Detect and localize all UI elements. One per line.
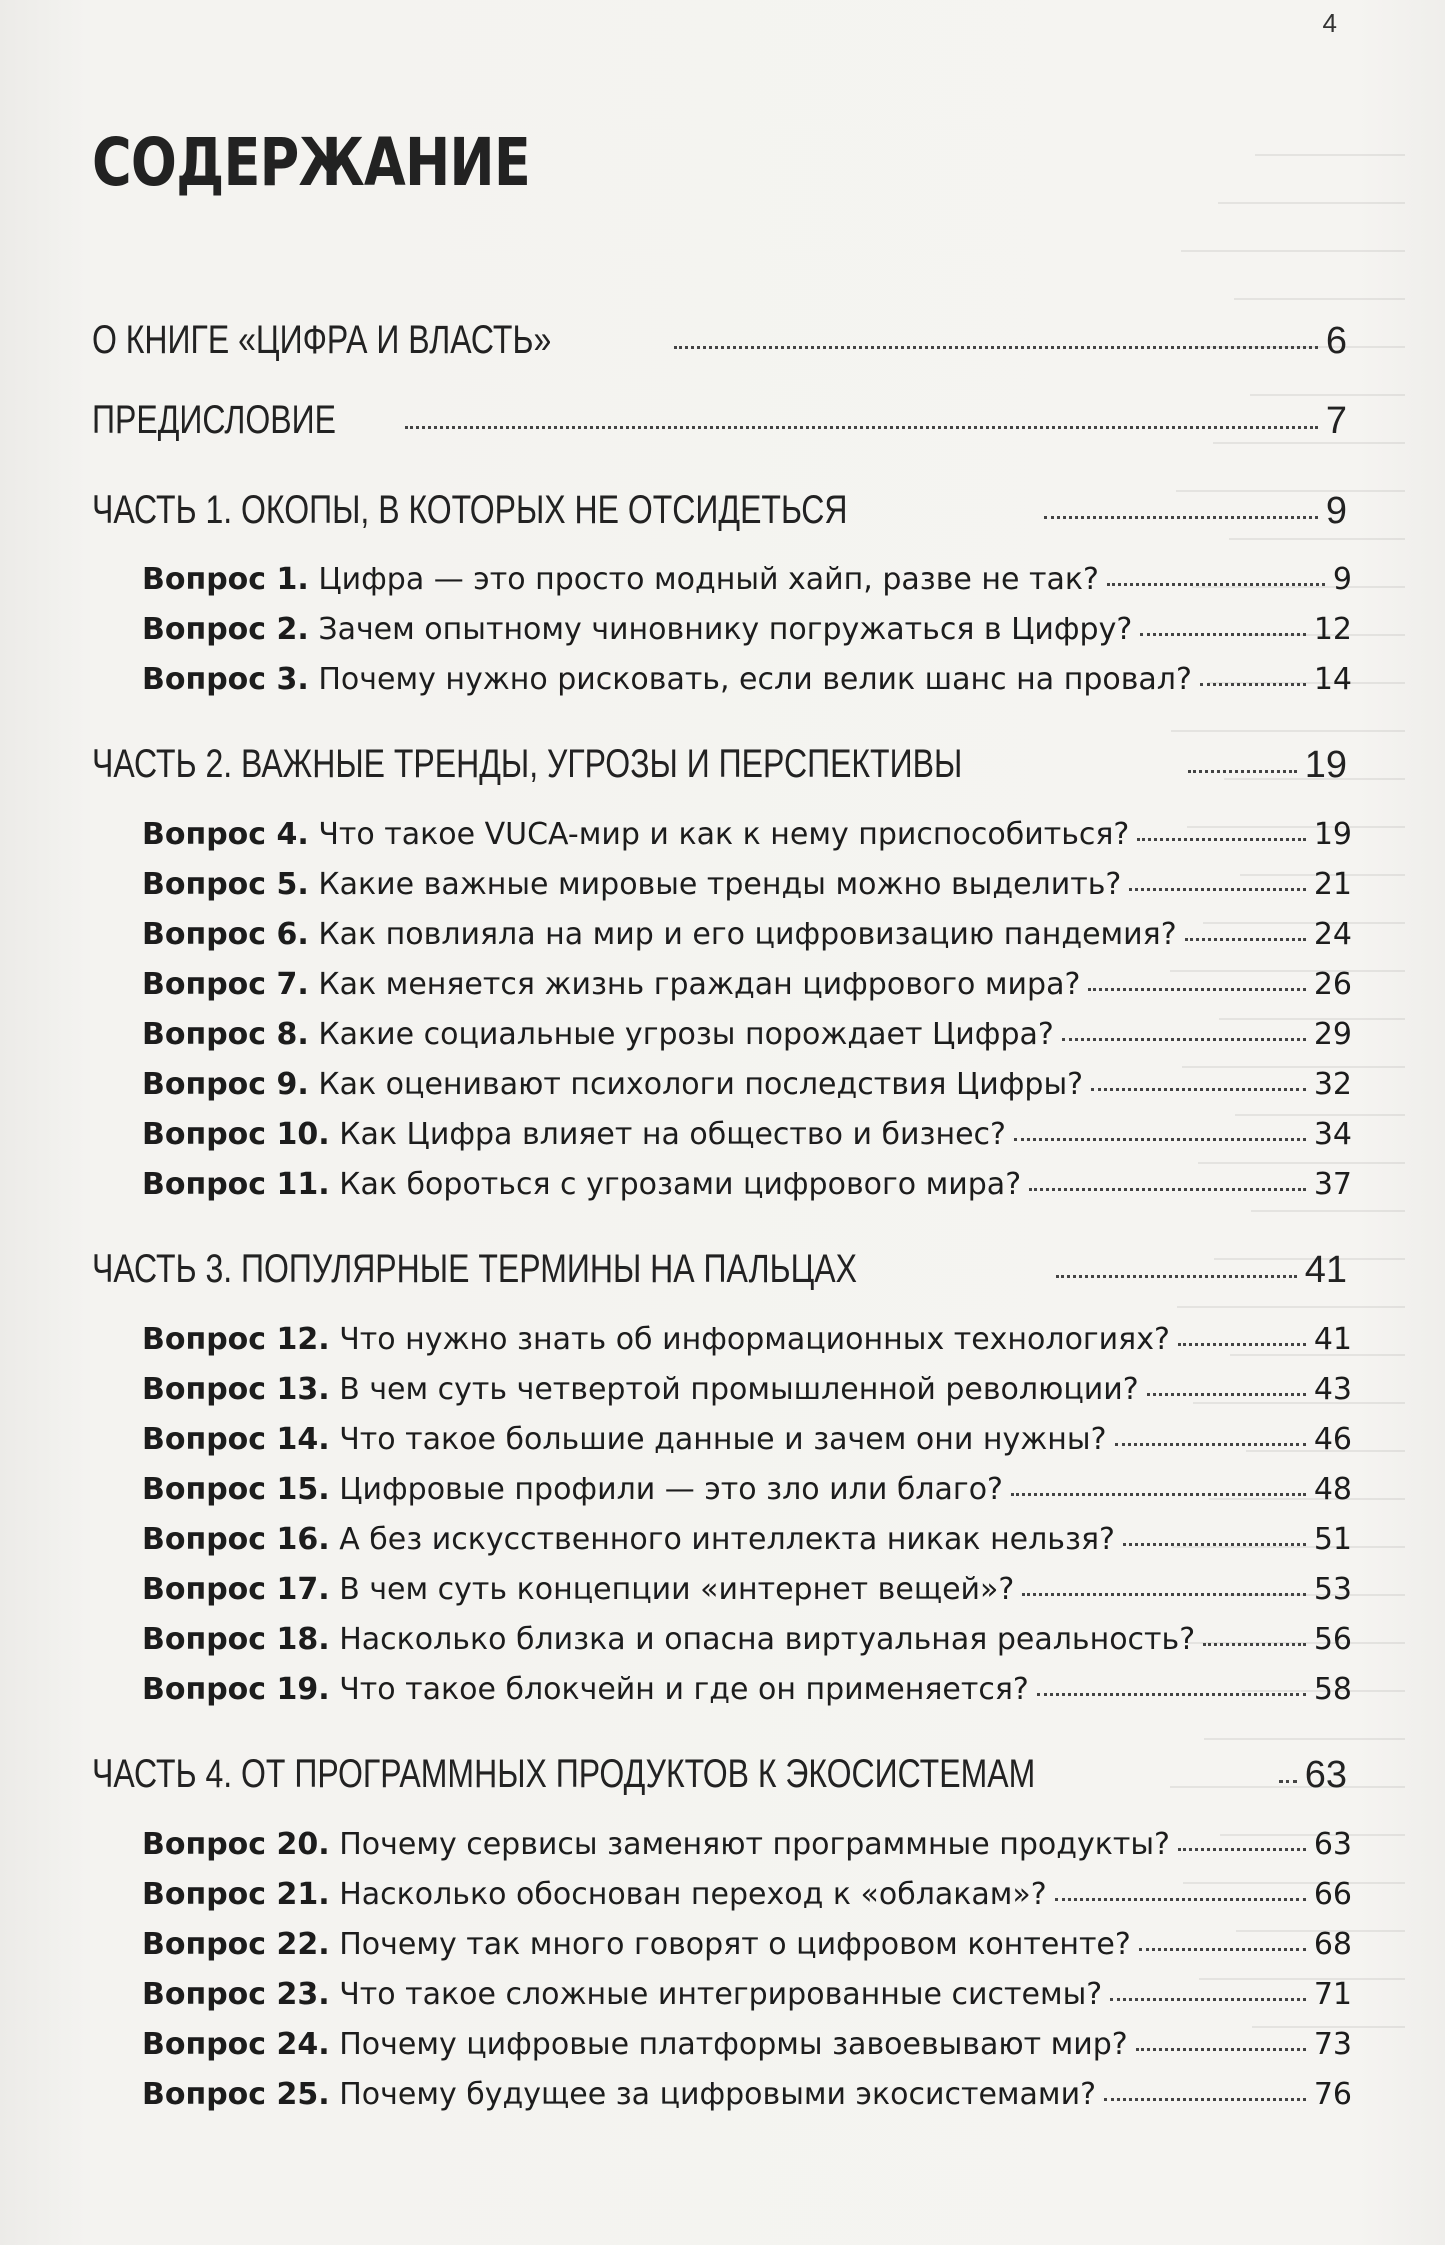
- page-ref: 51: [1313, 1522, 1352, 1557]
- question-text-wrap: [142, 1472, 1003, 1507]
- toc-question-row: [142, 1522, 1352, 1557]
- question-text-wrap: [142, 867, 1121, 902]
- dot-leader: [1055, 1886, 1306, 1901]
- question-text-wrap: [142, 1572, 1014, 1607]
- question-text: Что нужно знать об информационных технологиях?: [339, 1322, 1170, 1357]
- chapter-label-wrap: [92, 398, 397, 443]
- toc-question-row: [142, 662, 1352, 697]
- question-text: Что такое VUCA-мир и как к нему приспособиться?: [318, 817, 1130, 852]
- chapter-label: ЧАСТЬ 2. ВАЖНЫЕ ТРЕНДЫ, УГРОЗЫ И ПЕРСПЕКТИВЫ: [92, 742, 963, 786]
- page-ref: 14: [1313, 662, 1352, 697]
- question-text: Цифровые профили — это зло или благо?: [339, 1472, 1003, 1507]
- page-ref: 68: [1313, 1927, 1352, 1962]
- page-ref: 32: [1313, 1067, 1352, 1102]
- toc-question-row: [142, 562, 1352, 597]
- question-number: Вопрос 15.: [142, 1472, 330, 1507]
- toc-chapter-row: [92, 318, 1347, 363]
- dot-leader: [674, 330, 1318, 349]
- question-number: Вопрос 5.: [142, 867, 309, 902]
- chapter-label-wrap: [92, 1247, 1048, 1292]
- question-text-wrap: [142, 817, 1129, 852]
- question-text: Что такое большие данные и зачем они нужны?: [339, 1422, 1107, 1457]
- dot-leader: [1044, 500, 1318, 519]
- dot-leader: [1029, 1176, 1306, 1191]
- question-text: Цифра — это просто модный хайп, разве не так?: [318, 562, 1099, 597]
- toc-question-row: [142, 1877, 1352, 1912]
- question-text-wrap: [142, 1422, 1107, 1457]
- toc-question-row: [142, 1067, 1352, 1102]
- question-number: Вопрос 24.: [142, 2027, 330, 2062]
- question-text-wrap: [142, 1322, 1170, 1357]
- question-number: Вопрос 16.: [142, 1522, 330, 1557]
- page-ref: 76: [1313, 2077, 1352, 2112]
- dot-leader: [1107, 571, 1325, 586]
- dot-leader: [405, 410, 1318, 429]
- page-ref: 19: [1313, 817, 1352, 852]
- question-text: Почему так много говорят о цифровом контенте?: [339, 1927, 1131, 1962]
- toc-question-row: [142, 1322, 1352, 1357]
- dot-leader: [1147, 1381, 1306, 1396]
- question-text: Почему сервисы заменяют программные продукты?: [339, 1827, 1170, 1862]
- page-ref: 43: [1313, 1372, 1352, 1407]
- question-text: Какие социальные угрозы порождает Цифра?: [318, 1017, 1054, 1052]
- question-text: Зачем опытному чиновнику погружаться в Цифру?: [318, 612, 1133, 647]
- toc-question-row: [142, 2027, 1352, 2062]
- page-number: 4: [1322, 8, 1337, 38]
- question-text: Как Цифра влияет на общество и бизнес?: [339, 1117, 1006, 1152]
- question-text-wrap: [142, 1372, 1139, 1407]
- question-number: Вопрос 22.: [142, 1927, 330, 1962]
- page-ref: 12: [1313, 612, 1352, 647]
- toc-question-row: [142, 1372, 1352, 1407]
- dot-leader: [1014, 1126, 1306, 1141]
- question-text-wrap: [142, 1927, 1131, 1962]
- page-title: СОДЕРЖАНИЕ: [92, 124, 531, 201]
- question-text-wrap: [142, 917, 1177, 952]
- bleed-line: [1250, 370, 1405, 396]
- page-ref: 53: [1313, 1572, 1352, 1607]
- question-text-wrap: [142, 1827, 1170, 1862]
- chapter-label-wrap: [92, 742, 1180, 787]
- dot-leader: [1115, 1431, 1306, 1446]
- question-number: Вопрос 17.: [142, 1572, 330, 1607]
- question-text-wrap: [142, 2027, 1128, 2062]
- question-text: Что такое блокчейн и где он применяется?: [339, 1672, 1029, 1707]
- page-ref: 9: [1325, 490, 1347, 532]
- page-ref: 48: [1313, 1472, 1352, 1507]
- question-number: Вопрос 9.: [142, 1067, 309, 1102]
- question-text: Почему будущее за цифровыми экосистемами?: [339, 2077, 1096, 2112]
- page-ref: 9: [1332, 562, 1352, 597]
- toc-question-row: [142, 1977, 1352, 2012]
- dot-leader: [1022, 1581, 1306, 1596]
- toc-question-row: [142, 917, 1352, 952]
- question-number: Вопрос 11.: [142, 1167, 330, 1202]
- question-number: Вопрос 21.: [142, 1877, 330, 1912]
- question-text: Какие важные мировые тренды можно выделить?: [318, 867, 1122, 902]
- question-text-wrap: [142, 1877, 1047, 1912]
- question-number: Вопрос 18.: [142, 1622, 330, 1657]
- page-ref: 63: [1313, 1827, 1352, 1862]
- dot-leader: [1123, 1531, 1306, 1546]
- bleed-line: [1234, 274, 1405, 300]
- dot-leader: [1188, 754, 1297, 773]
- page-ref: 21: [1313, 867, 1352, 902]
- question-text: А без искусственного интеллекта никак нельзя?: [339, 1522, 1115, 1557]
- bleed-line: [1218, 178, 1405, 204]
- toc-question-row: [142, 612, 1352, 647]
- page-ref: 6: [1325, 320, 1347, 362]
- dot-leader: [1091, 1076, 1306, 1091]
- toc-question-row: [142, 1422, 1352, 1457]
- question-number: Вопрос 8.: [142, 1017, 309, 1052]
- question-text-wrap: [142, 1977, 1102, 2012]
- page-ref: 24: [1313, 917, 1352, 952]
- page-ref: 41: [1313, 1322, 1352, 1357]
- chapter-label: ЧАСТЬ 3. ПОПУЛЯРНЫЕ ТЕРМИНЫ НА ПАЛЬЦАХ: [92, 1247, 857, 1291]
- question-text: Как повлияла на мир и его цифровизацию пандемия?: [318, 917, 1177, 952]
- question-text-wrap: [142, 1067, 1083, 1102]
- dot-leader: [1200, 671, 1306, 686]
- page-ref: 26: [1313, 967, 1352, 1002]
- question-number: Вопрос 6.: [142, 917, 309, 952]
- toc-question-row: [142, 1167, 1352, 1202]
- question-number: Вопрос 4.: [142, 817, 309, 852]
- page-ref: 41: [1304, 1249, 1347, 1291]
- toc-question-row: [142, 1572, 1352, 1607]
- toc-chapter-row: [92, 742, 1347, 787]
- question-number: Вопрос 1.: [142, 562, 309, 597]
- question-number: Вопрос 3.: [142, 662, 309, 697]
- question-text: Как бороться с угрозами цифрового мира?: [339, 1167, 1022, 1202]
- dot-leader: [1279, 1764, 1297, 1783]
- toc-question-row: [142, 1017, 1352, 1052]
- toc-question-row: [142, 1622, 1352, 1657]
- question-number: Вопрос 25.: [142, 2077, 330, 2112]
- toc-question-row: [142, 2077, 1352, 2112]
- question-number: Вопрос 20.: [142, 1827, 330, 1862]
- chapter-label: ЧАСТЬ 1. ОКОПЫ, В КОТОРЫХ НЕ ОТСИДЕТЬСЯ: [92, 488, 848, 532]
- dot-leader: [1203, 1631, 1306, 1646]
- toc-chapter-row: [92, 1752, 1347, 1797]
- page-ref: 29: [1313, 1017, 1352, 1052]
- dot-leader: [1178, 1836, 1306, 1851]
- question-text: Почему нужно рисковать, если велик шанс на провал?: [318, 662, 1192, 697]
- page-ref: 63: [1304, 1754, 1347, 1796]
- page-ref: 34: [1313, 1117, 1352, 1152]
- question-text: Как оценивают психологи последствия Цифры?: [318, 1067, 1084, 1102]
- dot-leader: [1056, 1259, 1297, 1278]
- toc-question-row: [142, 867, 1352, 902]
- question-number: Вопрос 12.: [142, 1322, 330, 1357]
- question-text: Что такое сложные интегрированные системы?: [339, 1977, 1103, 2012]
- question-number: Вопрос 10.: [142, 1117, 330, 1152]
- toc-question-row: [142, 1117, 1352, 1152]
- dot-leader: [1037, 1681, 1306, 1696]
- chapter-label: ЧАСТЬ 4. ОТ ПРОГРАММНЫХ ПРОДУКТОВ К ЭКОСИСТЕМАМ: [92, 1752, 1036, 1796]
- dot-leader: [1104, 2086, 1306, 2101]
- dot-leader: [1178, 1331, 1306, 1346]
- dot-leader: [1110, 1986, 1306, 2001]
- question-number: Вопрос 19.: [142, 1672, 330, 1707]
- toc-question-row: [142, 967, 1352, 1002]
- toc-chapter-row: [92, 488, 1347, 533]
- dot-leader: [1139, 1936, 1306, 1951]
- question-text: В чем суть концепции «интернет вещей»?: [339, 1572, 1015, 1607]
- question-text-wrap: [142, 967, 1080, 1002]
- toc-chapter-row: [92, 1247, 1347, 1292]
- toc-question-row: [142, 1672, 1352, 1707]
- question-text: Как меняется жизнь граждан цифрового мира?: [318, 967, 1081, 1002]
- dot-leader: [1185, 926, 1306, 941]
- question-text-wrap: [142, 1522, 1115, 1557]
- toc-question-row: [142, 1472, 1352, 1507]
- question-number: Вопрос 23.: [142, 1977, 330, 2012]
- dot-leader: [1129, 876, 1306, 891]
- dot-leader: [1062, 1026, 1306, 1041]
- dot-leader: [1011, 1481, 1306, 1496]
- bleed-line: [1171, 706, 1405, 732]
- question-text-wrap: [142, 612, 1132, 647]
- chapter-label: О КНИГЕ «ЦИФРА И ВЛАСТЬ»: [92, 318, 552, 362]
- question-text-wrap: [142, 1117, 1006, 1152]
- toc-chapter-row: [92, 398, 1347, 443]
- chapter-label-wrap: [92, 488, 1036, 533]
- question-number: Вопрос 7.: [142, 967, 309, 1002]
- page-ref: 46: [1313, 1422, 1352, 1457]
- page-ref: 19: [1304, 744, 1347, 786]
- question-text-wrap: [142, 662, 1192, 697]
- question-text: Насколько близка и опасна виртуальная реальность?: [339, 1622, 1196, 1657]
- page-ref: 66: [1313, 1877, 1352, 1912]
- chapter-label-wrap: [92, 1752, 1271, 1797]
- question-number: Вопрос 14.: [142, 1422, 330, 1457]
- page-ref: 37: [1313, 1167, 1352, 1202]
- question-text-wrap: [142, 1167, 1021, 1202]
- question-text-wrap: [142, 2077, 1096, 2112]
- page-ref: 56: [1313, 1622, 1352, 1657]
- chapter-label-wrap: [92, 318, 666, 363]
- question-text-wrap: [142, 562, 1099, 597]
- bleed-line: [1255, 130, 1405, 156]
- question-text-wrap: [142, 1622, 1195, 1657]
- question-number: Вопрос 2.: [142, 612, 309, 647]
- question-text: Почему цифровые платформы завоевывают мир?: [339, 2027, 1128, 2062]
- toc-question-row: [142, 1927, 1352, 1962]
- page-ref: 73: [1313, 2027, 1352, 2062]
- dot-leader: [1136, 2036, 1306, 2051]
- question-text-wrap: [142, 1017, 1054, 1052]
- question-number: Вопрос 13.: [142, 1372, 330, 1407]
- question-text: В чем суть четвертой промышленной революции?: [339, 1372, 1139, 1407]
- chapter-label: ПРЕДИСЛОВИЕ: [92, 398, 336, 442]
- toc-question-row: [142, 1827, 1352, 1862]
- page-ref: 71: [1313, 1977, 1352, 2012]
- bleed-line: [1204, 1714, 1405, 1740]
- page-ref: 7: [1325, 400, 1347, 442]
- bleed-line: [1181, 226, 1405, 252]
- dot-leader: [1088, 976, 1305, 991]
- question-text-wrap: [142, 1672, 1029, 1707]
- question-text: Насколько обоснован переход к «облакам»?: [339, 1877, 1047, 1912]
- toc-question-row: [142, 817, 1352, 852]
- dot-leader: [1140, 621, 1306, 636]
- dot-leader: [1137, 826, 1305, 841]
- page-ref: 58: [1313, 1672, 1352, 1707]
